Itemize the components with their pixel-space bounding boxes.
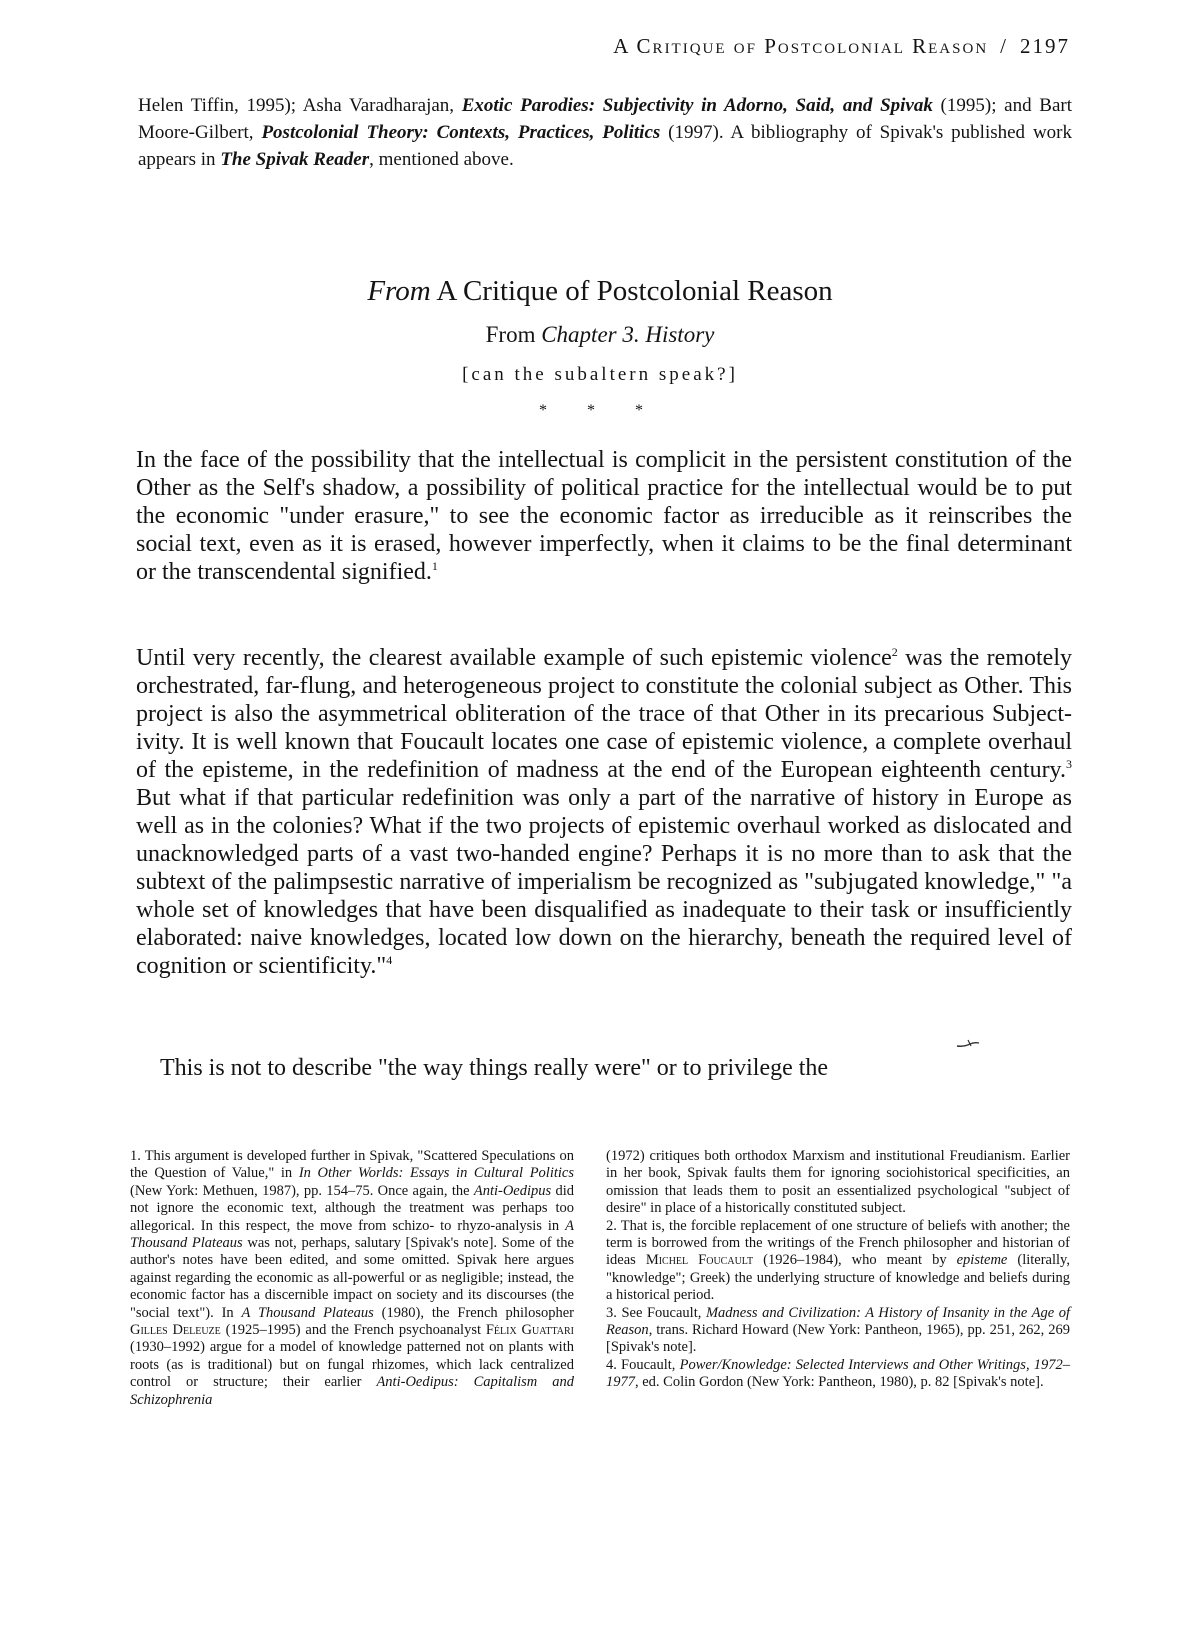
note-2-text-c: (literally, "knowledge"; Greek) the underlying structure of knowledge and beliefs during a historical period.	[606, 1252, 1070, 1304]
running-head	[613, 34, 1070, 59]
note-1-name-2: Félix Guattari	[485, 1322, 574, 1339]
intro-text-2: (1995); and Bart Moore-Gilbert,	[138, 95, 1072, 143]
running-head-separator: /	[1000, 34, 1008, 58]
note-1-text-f: (1925–1995) and the French psychoanalyst	[220, 1322, 486, 1339]
body-paragraph-3: This is not to describe "the way things really were" or to privilege the	[160, 1055, 829, 1081]
intro-text-3: (1997). A bibliography of Spivak's published work appears in	[138, 122, 1072, 170]
chapter-prefix: From	[485, 322, 542, 347]
note-3-text-b: , trans. Richard Howard (New York: Pantheon, 1965), pp. 251, 262, 269 [Spivak's note].	[606, 1322, 1070, 1356]
note-1-text-b: (New York: Methuen, 1987), pp. 154–75. Once again, the	[130, 1182, 474, 1199]
note-2-text-b: (1926–1984), who meant by	[753, 1252, 957, 1269]
footnote-3	[606, 1305, 1070, 1357]
note-1-text-c: did not ignore the economic text, although the treatment was perhaps too allegorical. In this respect, the move from schizo- to rhyzo-analysis in	[130, 1182, 574, 1234]
note-1-title-2: Anti-Oedipus	[473, 1182, 552, 1199]
footnotes-left-column	[130, 1148, 574, 1409]
note-2-text-a: 2. That is, the forcible replacement of one structure of beliefs with another; the term is borrowed from the writings of the French philosopher and historian of ideas	[606, 1217, 1070, 1269]
chapter-heading	[0, 322, 1200, 348]
selection-title	[0, 275, 1200, 308]
note-1-text-d: was not, perhaps, salutary [Spivak's note]. Some of the author's notes have been edited, and some omitted. Spivak here argues against regarding the economic as all-powerful or as negligible; instead, the economic factor has a discernible impact on society and its discourses (the "social text"). In	[130, 1235, 574, 1321]
note-3-title: Madness and Civilization: A History of Insanity in the Age of Reason	[606, 1304, 1070, 1339]
page-number: 2197	[1020, 34, 1070, 58]
section-subtitle: [can the subaltern speak?]	[462, 364, 738, 385]
paragraph-2-text-b: was the remotely orchestrated, far-flung, and heterogeneous project to constitute the colonial subject as Other. This project is also the asymmetrical obliteration of the trace of that Other in its precarious Subject-ivity. It is well known that Foucault locates one case of epistemic violence, a complete overhaul of the episteme, in the redefinition of madness at the end of the European eighteenth century.	[136, 645, 1072, 783]
note-1-title-4: A Thousand Plateaus	[241, 1304, 374, 1321]
intro-paragraph	[138, 92, 1072, 173]
note-1-title-3: A Thousand Plateaus	[130, 1217, 574, 1252]
note-4-text-a: 4. Foucault,	[606, 1356, 680, 1373]
note-2-term: episteme	[956, 1252, 1008, 1269]
note-4-text-b: , ed. Colin Gordon (New York: Pantheon, 1980), p. 82 [Spivak's note].	[635, 1374, 1044, 1391]
paragraph-2-text-c: But what if that particular redefinition was only a part of the narrative of history in Europe as well as in the colonies? What if the two projects of epistemic overhaul worked as dislocated and unacknowledged parts of a vast two-handed engine? Perhaps it is no more than to ask that the subtext of the palimpsestic narrative of imperialism be recognized as "subjugated knowledge," "a whole set of knowledges that have been disqualified as inadequate to their task or insufficiently elaborated: naive knowledges, located low down on the hierarchy, beneath the required level of cognition or scientificity."	[136, 785, 1072, 979]
intro-title-1: Exotic Parodies: Subjectivity in Adorno, Said, and Spivak	[461, 95, 933, 116]
note-1-text-g: (1930–1992) argue for a model of knowledge patterned not on plants with roots (as is traditional) but on fungal rhizomes, which lack centralized control or structure; their earlier	[130, 1339, 574, 1391]
chapter-title: Chapter 3. History	[541, 322, 715, 347]
body-paragraph-2	[136, 644, 1072, 980]
note-1-title-1: In Other Worlds: Essays in Cultural Politics	[298, 1165, 575, 1182]
intro-text-1: Helen Tiffin, 1995); Asha Varadharajan,	[138, 95, 462, 116]
body-paragraph-1	[136, 446, 1072, 586]
note-1-text-a: 1. This argument is developed further in Spivak, "Scattered Speculations on the Question of Value," in	[130, 1148, 574, 1182]
title-rest: A Critique of Postcolonial Reason	[430, 275, 833, 307]
footnote-2	[606, 1218, 1070, 1305]
note-1-title-5: Anti-Oedipus: Capitalism and Schizophrenia	[130, 1374, 574, 1408]
paragraph-2-text-a: Until very recently, the clearest available example of such epistemic violence	[136, 645, 892, 671]
footnote-1-continued: (1972) critiques both orthodox Marxism and institutional Freudianism. Earlier in her book, Spivak faults them for ignoring sociohistorical specificities, an omission that leads them to posit an essentialized psychological "subject of desire" in place of a historically constituted subject.	[606, 1148, 1070, 1217]
footnotes-right-column	[606, 1148, 1070, 1392]
footnote-ref-2[interactable]: 2	[891, 645, 898, 659]
ornament-stars: * * *	[539, 402, 661, 419]
note-1-name-1: Gilles Deleuze	[130, 1322, 221, 1339]
footnote-1	[130, 1148, 574, 1409]
pencil-mark-icon	[956, 1038, 980, 1048]
intro-title-2: Postcolonial Theory: Contexts, Practices, Politics	[261, 122, 661, 143]
footnote-4	[606, 1357, 1070, 1392]
paragraph-1-text: In the face of the possibility that the intellectual is complicit in the persistent constitution of the Other as the Self's shadow, a possibility of political practice for the intellectual would be to put the economic "under erasure," to see the economic factor as irreducible as it reinscribes the social text, even as it is erased, however imperfectly, when it claims to be the final determinant or the transcendental signified.	[136, 447, 1072, 585]
intro-text-4: , mentioned above.	[369, 149, 514, 170]
title-italic: From	[367, 275, 431, 307]
note-4-title: Power/Knowledge: Selected Interviews and Other Writings, 1972–1977	[606, 1356, 1070, 1391]
running-head-title: A Critique of Postcolonial Reason	[613, 34, 989, 58]
note-1-text-e: (1980), the French philosopher	[373, 1304, 574, 1321]
footnote-ref-4[interactable]: 4	[386, 953, 393, 967]
intro-title-3: The Spivak Reader	[220, 149, 370, 170]
note-3-text-a: 3. See Foucault,	[606, 1304, 706, 1321]
footnote-ref-1[interactable]: 1	[431, 559, 438, 573]
footnote-ref-3[interactable]: 3	[1066, 757, 1072, 771]
note-2-name: Michel Foucault	[645, 1252, 754, 1269]
